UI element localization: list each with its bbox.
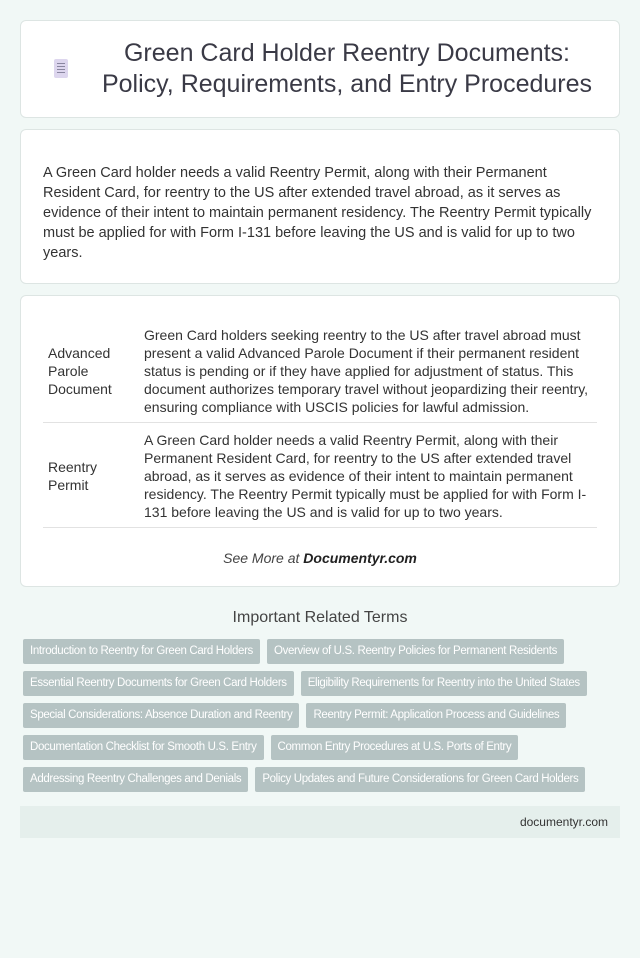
related-term-tag[interactable]: Introduction to Reentry for Green Card Holders [23,639,260,664]
related-terms-list [20,639,600,792]
related-term-tag[interactable]: Eligibility Requirements for Reentry into the United States [301,671,587,696]
see-more: See More at Documentyr.com [223,550,417,566]
table-row [43,423,597,528]
summary-card [20,129,620,284]
related-term-tag[interactable]: Overview of U.S. Reentry Policies for Permanent Residents [267,639,564,664]
related-term-tag[interactable]: Essential Reentry Documents for Green Card Holders [23,671,294,696]
header-card [20,20,620,118]
related-term-tag[interactable]: Common Entry Procedures at U.S. Ports of Entry [271,735,519,760]
description-cell: A Green Card holder needs a valid Reentry Permit, along with their Permanent Resident Card, for reentry to the US after extended travel abroad, as it serves as evidence of their intent to maintain permanent residency. The Reentry Permit typically must be applied for with Form I-131 before leaving the US and is valid for up to two years. [139,423,597,528]
term-cell: Advanced Parole Document [43,318,139,423]
definitions-card [20,295,620,587]
description-cell: Green Card holders seeking reentry to the US after travel abroad must present a valid Advanced Parole Document if their permanent resident status is pending or if they have applied for adjustment of status. This document authorizes temporary travel without jeopardizing their reentry, ensuring compliance with USCIS policies for lawful admission. [139,318,597,423]
page-title: Green Card Holder Reentry Documents: Policy, Requirements, and Entry Procedures [101,39,593,98]
related-terms-heading: Important Related Terms [232,609,408,626]
footer [20,806,620,838]
document-icon [51,57,71,81]
related-term-tag[interactable]: Special Considerations: Absence Duration and Reentry [23,703,299,728]
see-more-link[interactable]: Documentyr.com [303,550,417,566]
definitions-table [43,318,597,528]
table-row [43,318,597,423]
related-term-tag[interactable]: Reentry Permit: Application Process and Guidelines [306,703,566,728]
footer-site[interactable]: documentyr.com [519,815,608,829]
related-term-tag[interactable]: Addressing Reentry Challenges and Denials [23,767,248,792]
term-cell: Reentry Permit [43,423,139,528]
related-term-tag[interactable]: Policy Updates and Future Considerations for Green Card Holders [255,767,585,792]
related-term-tag[interactable]: Documentation Checklist for Smooth U.S. Entry [23,735,264,760]
summary-text: A Green Card holder needs a valid Reentry Permit, along with their Permanent Resident Card, for reentry to the US after extended travel abroad, as it serves as evidence of their intent to maintain permanent residency. The Reentry Permit typically must be applied for with Form I-131 before leaving the US and is valid for up to two years. [43,165,592,261]
